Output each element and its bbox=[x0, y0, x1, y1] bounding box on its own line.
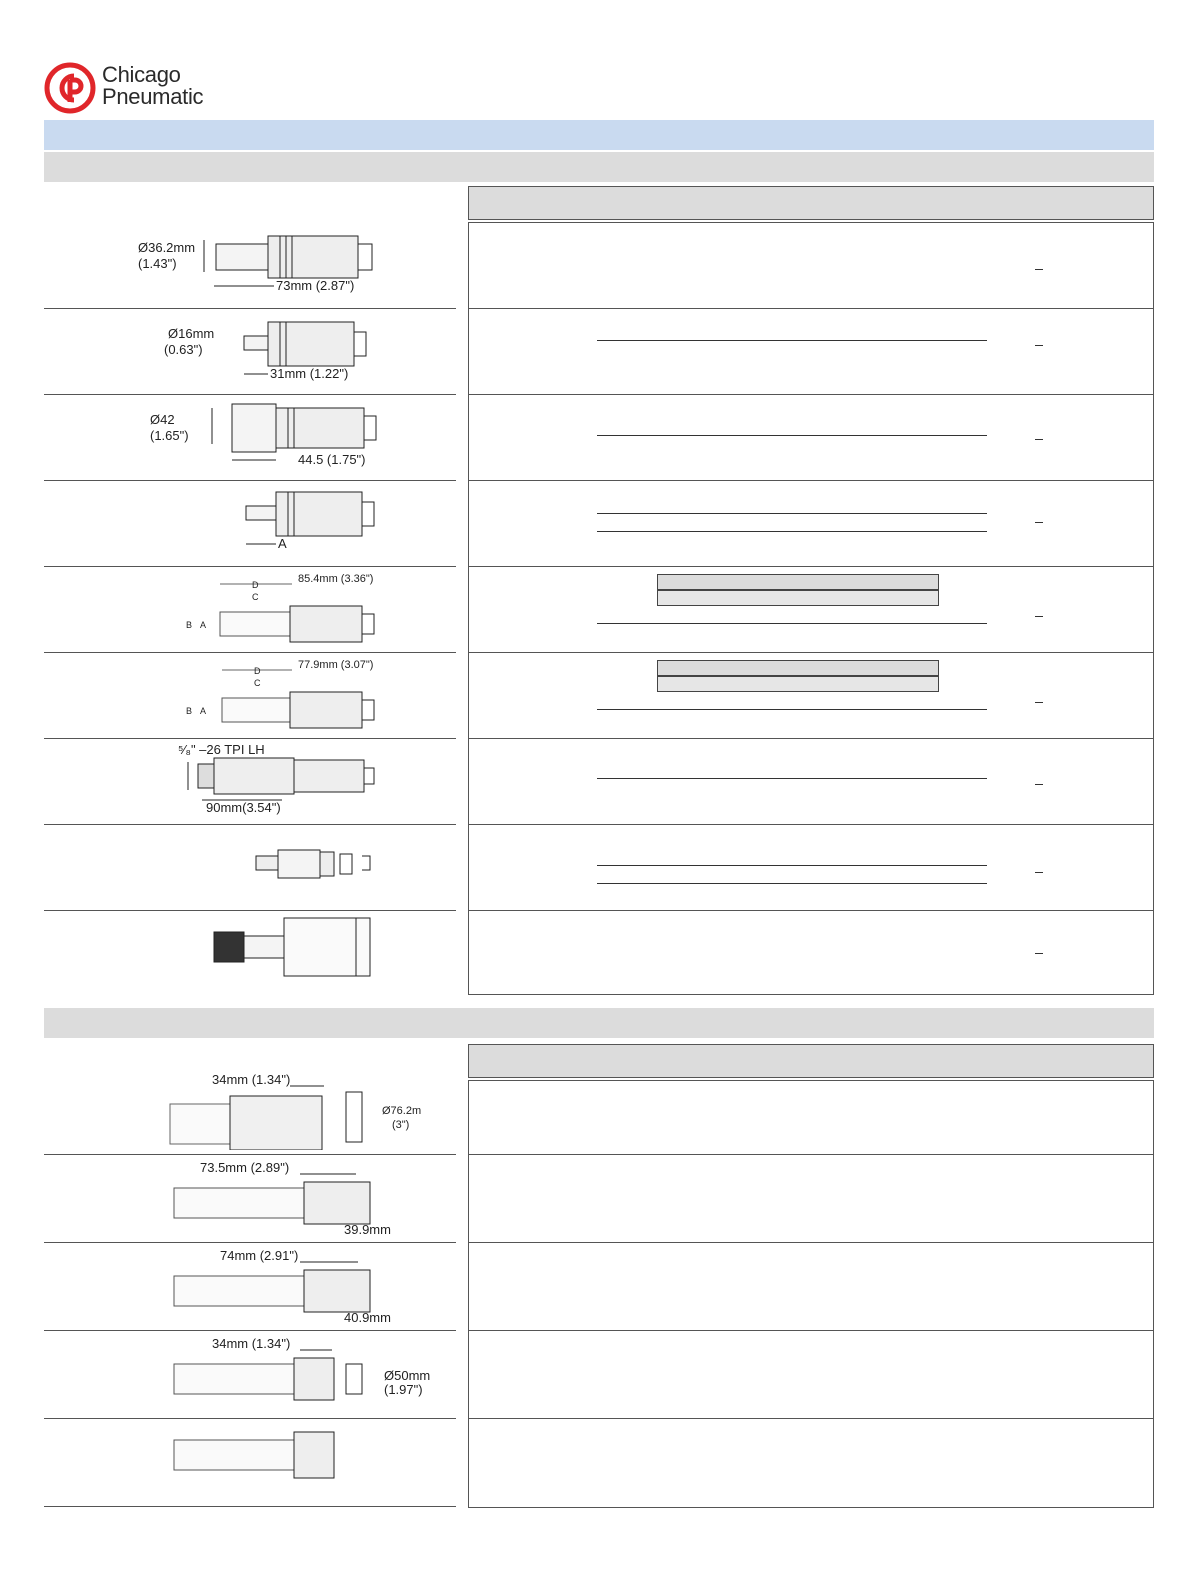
dim-diameter-in: (1.97") bbox=[384, 1382, 423, 1397]
dash-mark bbox=[1035, 345, 1043, 346]
dim-diameter: Ø16mm bbox=[168, 326, 215, 341]
dim-length: 34mm (1.34") bbox=[212, 1336, 291, 1351]
dim-diameter-in: (1.43") bbox=[138, 256, 177, 271]
section-band-adapters bbox=[44, 1008, 1154, 1038]
dash-mark bbox=[1035, 522, 1043, 523]
adapter-drawing-3 bbox=[164, 1246, 434, 1326]
dash-mark bbox=[1035, 702, 1043, 703]
title-band bbox=[44, 120, 1154, 150]
dim-diameter-in: (0.63") bbox=[164, 342, 203, 357]
adapter-drawing-1 bbox=[164, 1070, 434, 1150]
dim-length: 85.4mm (3.36") bbox=[298, 573, 374, 585]
dash-mark bbox=[1035, 439, 1043, 440]
drive-drawing-9 bbox=[208, 914, 378, 984]
adapter-panel-1 bbox=[468, 1080, 1154, 1155]
adapter-panel-4 bbox=[468, 1331, 1154, 1419]
dim-length: 90mm(3.54") bbox=[206, 800, 281, 815]
dim-diameter-in: (1.65") bbox=[150, 428, 189, 443]
dim-diameter: Ø50mm bbox=[384, 1368, 431, 1383]
dim-diameter-in: (3") bbox=[392, 1119, 410, 1131]
drive-panel-5 bbox=[468, 567, 1154, 653]
drive-drawing-2 bbox=[160, 314, 390, 388]
drive-drawing-3 bbox=[140, 398, 390, 476]
dim-length: 73mm (2.87") bbox=[276, 278, 355, 293]
dim-diameter: Ø36.2mm bbox=[138, 240, 196, 255]
rule bbox=[597, 778, 987, 779]
rule bbox=[597, 513, 987, 514]
dim-b: B bbox=[186, 620, 193, 630]
drive-panel-1 bbox=[468, 222, 1154, 309]
drive-panel-6 bbox=[468, 653, 1154, 739]
rule bbox=[597, 865, 987, 866]
adapter-drawing-5 bbox=[164, 1424, 434, 1494]
logo-line-2: Pneumatic bbox=[102, 84, 204, 109]
sub-box bbox=[657, 660, 939, 676]
drives-table-header bbox=[468, 186, 1154, 220]
adapter-drawing-4 bbox=[164, 1334, 434, 1414]
rule bbox=[597, 435, 987, 436]
dim-length: 77.9mm (3.07") bbox=[298, 659, 374, 671]
dim-length: 44.5 (1.75") bbox=[298, 452, 366, 467]
sub-box bbox=[657, 676, 939, 692]
drive-panel-7 bbox=[468, 739, 1154, 825]
drive-panel-9 bbox=[468, 911, 1154, 995]
drive-panel-3 bbox=[468, 395, 1154, 481]
dim-d: D bbox=[254, 666, 261, 676]
adapter-drawing-2 bbox=[164, 1158, 434, 1238]
dim-thread: ⁵⁄₈" –26 TPI LH bbox=[178, 742, 265, 757]
drive-drawing-6 bbox=[180, 656, 390, 734]
adapters-table-header bbox=[468, 1044, 1154, 1078]
dim-length: 31mm (1.22") bbox=[270, 366, 349, 381]
dim-diameter: Ø42 bbox=[150, 412, 175, 427]
adapter-panel-2 bbox=[468, 1155, 1154, 1243]
rule bbox=[597, 709, 987, 710]
dash-mark bbox=[1035, 269, 1043, 270]
dash-mark bbox=[1035, 953, 1043, 954]
dash-mark bbox=[1035, 872, 1043, 873]
drive-panel-4 bbox=[468, 481, 1154, 567]
sub-box bbox=[657, 574, 939, 590]
drive-drawing-5 bbox=[180, 570, 390, 648]
dim-length: 34mm (1.34") bbox=[212, 1072, 291, 1087]
rule bbox=[597, 883, 987, 884]
dim-a: A bbox=[200, 620, 207, 630]
dim-a: A bbox=[278, 536, 287, 550]
drive-drawing-1 bbox=[130, 226, 390, 304]
rule bbox=[597, 531, 987, 532]
drive-drawing-4 bbox=[236, 486, 396, 550]
rule bbox=[597, 623, 987, 624]
adapter-panel-3 bbox=[468, 1243, 1154, 1331]
dim-a: A bbox=[200, 706, 207, 716]
adapter-panel-5 bbox=[468, 1419, 1154, 1508]
sub-box bbox=[657, 590, 939, 606]
drive-panel-2 bbox=[468, 309, 1154, 395]
dim-c: C bbox=[252, 592, 259, 602]
section-band-drives bbox=[44, 152, 1154, 182]
dash-mark bbox=[1035, 784, 1043, 785]
logo-line-1: Chicago bbox=[102, 62, 181, 87]
chicago-pneumatic-logo bbox=[44, 62, 244, 116]
dim-diameter: 39.9mm bbox=[344, 1222, 391, 1237]
dim-c: C bbox=[254, 678, 261, 688]
dim-diameter: 40.9mm bbox=[344, 1310, 391, 1325]
drive-drawing-7 bbox=[170, 742, 390, 820]
logo-wordmark bbox=[102, 64, 203, 108]
dim-length: 74mm (2.91") bbox=[220, 1248, 299, 1263]
dim-d: D bbox=[252, 580, 259, 590]
dim-b: B bbox=[186, 706, 193, 716]
drive-panel-8 bbox=[468, 825, 1154, 911]
dash-mark bbox=[1035, 616, 1043, 617]
drive-drawing-8 bbox=[250, 844, 380, 884]
dim-length: 73.5mm (2.89") bbox=[200, 1160, 290, 1175]
dim-diameter: Ø76.2m bbox=[382, 1105, 422, 1117]
rule bbox=[597, 340, 987, 341]
cp-logo-icon bbox=[44, 62, 96, 114]
